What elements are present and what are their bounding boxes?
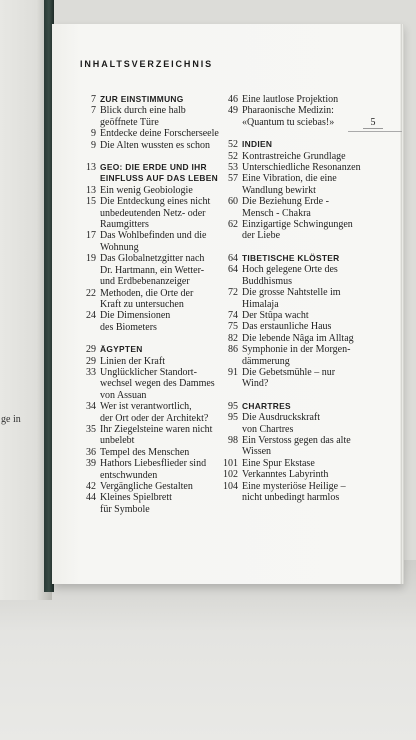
toc-entry — [74, 208, 234, 219]
toc-page-ref — [216, 356, 242, 367]
toc-section-heading — [74, 173, 234, 184]
toc-page-ref: 44 — [86, 492, 96, 504]
toc-spacer — [74, 333, 234, 344]
toc-entry — [74, 492, 234, 503]
toc-entry — [216, 162, 381, 173]
toc-entry-title: Raumgitters — [100, 219, 149, 231]
toc-entry-title: Die Gebetsmühle – nur — [242, 366, 336, 378]
toc-entry — [216, 321, 381, 332]
toc-entry-title: Die Entdeckung eines nicht — [100, 196, 211, 208]
toc-page-ref: 39 — [86, 458, 96, 470]
toc-entry — [74, 128, 234, 139]
toc-entry — [216, 219, 381, 230]
toc-page-ref: 35 — [86, 423, 96, 435]
toc-page-ref — [74, 208, 100, 219]
toc-entry-title: unbedeutenden Netz- oder — [100, 207, 206, 219]
toc-entry-title: Kleines Spielbrett — [100, 492, 172, 504]
toc-entry-title: Symphonie in der Morgen- — [242, 344, 351, 356]
toc-page-ref — [216, 378, 242, 389]
toc-entry-title: Entdecke deine Forscherseele — [100, 128, 219, 140]
toc-entry-title: Der Stûpa wacht — [242, 309, 309, 321]
toc-entry-title: nicht unbedingt harmlos — [242, 492, 340, 503]
toc-entry — [216, 94, 381, 105]
toc-entry — [216, 117, 381, 128]
toc-entry-title: Unglücklicher Standort- — [100, 366, 197, 378]
toc-section-heading — [74, 162, 234, 173]
toc-page-ref: 95 — [228, 400, 238, 412]
toc-entry-title: Einzigartige Schwingungen — [242, 219, 353, 231]
toc-section-heading — [216, 139, 381, 150]
toc-entry-title: Methoden, die Orte der — [100, 287, 194, 299]
toc-page-ref — [216, 208, 242, 219]
toc-spacer — [216, 390, 381, 401]
toc-entry-title: Das erstaunliche Haus — [242, 321, 332, 333]
toc-page-ref: 62 — [228, 219, 238, 231]
toc-page-ref: 24 — [86, 310, 96, 322]
toc-entry — [216, 173, 381, 184]
toc-page-ref: 104 — [223, 480, 238, 492]
toc-entry — [74, 185, 234, 196]
toc-page-ref — [74, 504, 100, 515]
toc-page-ref: 75 — [228, 321, 238, 333]
toc-entry — [216, 264, 381, 275]
toc-page-ref — [216, 185, 242, 196]
toc-page-ref: 52 — [228, 139, 238, 151]
toc-entry — [74, 299, 234, 310]
toc-entry-title: Die Beziehung Erde - — [242, 196, 329, 208]
toc-entry — [74, 219, 234, 230]
toc-entry-title: der Liebe — [242, 230, 281, 242]
toc-entry-title: Ein wenig Geobiologie — [100, 184, 193, 196]
toc-page-ref: 74 — [228, 309, 238, 321]
toc-entry-title: Unterschiedliche Resonanzen — [242, 162, 361, 174]
toc-page-ref: 15 — [86, 196, 96, 208]
toc-title: INHALTSVERZEICHNIS — [80, 59, 214, 69]
toc-entry — [216, 412, 381, 423]
toc-page-ref — [216, 276, 242, 287]
toc-page-ref: 17 — [86, 230, 96, 242]
toc-page-ref: 7 — [91, 94, 96, 105]
toc-entry — [74, 322, 234, 333]
toc-entry-title: Kontrastreiche Grundlage — [242, 150, 346, 162]
toc-entry-title: Die Alten wussten es schon — [100, 139, 210, 151]
toc-page-ref — [74, 173, 100, 184]
toc-spacer — [216, 242, 381, 253]
toc-page-ref: 82 — [228, 332, 238, 344]
toc-entry — [216, 287, 381, 298]
toc-entry-title: der Ort oder der Architekt? — [100, 412, 209, 424]
toc-entry — [74, 367, 234, 378]
toc-entry — [216, 367, 381, 378]
toc-entry — [74, 253, 234, 264]
toc-entry — [216, 469, 381, 480]
toc-page-ref: 72 — [228, 287, 238, 299]
toc-spacer — [74, 151, 234, 162]
toc-page-ref — [74, 117, 100, 128]
toc-page-ref — [216, 299, 242, 310]
toc-page-ref: 101 — [223, 457, 238, 469]
toc-page-ref — [74, 390, 100, 401]
toc-right-column — [216, 94, 381, 503]
toc-page-ref — [74, 265, 100, 276]
toc-entry — [74, 504, 234, 515]
toc-entry — [74, 390, 234, 401]
toc-entry — [74, 105, 234, 116]
toc-entry — [216, 185, 381, 196]
toc-entry-title: Hathors Liebesflieder sind — [100, 458, 207, 470]
toc-page-ref: 64 — [228, 264, 238, 276]
toc-section-heading — [74, 94, 234, 105]
toc-page-ref — [74, 470, 100, 481]
toc-section-heading — [74, 344, 234, 355]
table-surface — [0, 560, 416, 740]
toc-page-ref: 19 — [86, 253, 96, 265]
toc-entry-title: für Symbole — [100, 503, 150, 515]
toc-entry — [216, 276, 381, 287]
toc-page-ref: 34 — [86, 401, 96, 413]
toc-page-ref — [216, 492, 242, 503]
toc-entry-title: geöffnete Türe — [100, 116, 159, 128]
toc-entry — [74, 378, 234, 389]
toc-page-ref — [74, 413, 100, 424]
toc-page-ref: 86 — [228, 344, 238, 356]
toc-entry-title: Verkanntes Labyrinth — [242, 469, 329, 481]
left-page-text-fragment: ge in — [1, 414, 21, 425]
toc-entry-title: von Assuan — [100, 389, 147, 401]
toc-entry-title: Linien der Kraft — [100, 355, 165, 367]
toc-page-ref: 57 — [228, 173, 238, 185]
toc-entry — [216, 230, 381, 241]
toc-section-heading — [216, 253, 381, 264]
toc-page-ref: 13 — [86, 184, 96, 196]
toc-page-ref: 7 — [91, 105, 96, 117]
toc-entry-title: Eine mysteriöse Heilige – — [242, 480, 346, 492]
toc-entry — [74, 447, 234, 458]
toc-entry-title: ÄGYPTEN — [100, 344, 143, 355]
toc-page-ref: 46 — [228, 94, 238, 105]
toc-page-ref: 95 — [228, 412, 238, 424]
toc-entry — [74, 435, 234, 446]
toc-entry — [74, 424, 234, 435]
toc-entry — [216, 446, 381, 457]
toc-entry-title: Wind? — [242, 378, 269, 390]
toc-entry — [216, 333, 381, 344]
toc-entry-title: Ihr Ziegelsteine waren nicht — [100, 423, 213, 435]
toc-page-ref — [74, 322, 100, 333]
toc-entry-title: Eine Vibration, die eine — [242, 173, 337, 185]
toc-entry — [74, 310, 234, 321]
toc-page-ref: 53 — [228, 162, 238, 174]
toc-entry-title: Dr. Hartmann, ein Wetter- — [100, 264, 205, 276]
toc-entry-title: Das Wohlbefinden und die — [100, 230, 207, 242]
toc-entry — [216, 208, 381, 219]
toc-page-ref: 102 — [223, 469, 238, 481]
toc-page-ref: 91 — [228, 366, 238, 378]
toc-entry-title: «Quantum tu sciebas!» — [242, 116, 335, 128]
toc-page-ref: 29 — [86, 355, 96, 367]
toc-entry-title: Mensch - Chakra — [242, 207, 311, 219]
toc-entry-title: Hoch gelegene Orte des — [242, 264, 338, 276]
toc-entry — [74, 230, 234, 241]
toc-entry-title: ZUR EINSTIMMUNG — [100, 94, 184, 104]
toc-entry — [74, 481, 234, 492]
toc-entry-title: INDIEN — [242, 139, 273, 150]
toc-entry — [216, 378, 381, 389]
toc-entry-title: Die Dimensionen — [100, 310, 171, 322]
toc-entry-title: Himalaja — [242, 298, 279, 310]
toc-entry-title: Die grosse Nahtstelle im — [242, 287, 341, 299]
toc-page-ref — [74, 242, 100, 253]
toc-entry — [74, 401, 234, 412]
toc-entry — [216, 344, 381, 355]
toc-page-ref: 9 — [91, 128, 96, 140]
page-number: 5 — [363, 117, 383, 129]
toc-entry — [216, 105, 381, 116]
toc-page-ref — [74, 276, 100, 287]
toc-entry — [74, 140, 234, 151]
toc-page-ref: 49 — [228, 105, 238, 117]
toc-page-ref: 52 — [228, 150, 238, 162]
toc-entry-title: Eine Spur Ekstase — [242, 457, 315, 469]
toc-entry — [74, 242, 234, 253]
page-edges — [400, 24, 404, 584]
toc-entry — [216, 151, 381, 162]
toc-entry-title: Wissen — [242, 446, 272, 458]
toc-page-ref — [74, 219, 100, 230]
toc-page-ref — [216, 424, 242, 435]
toc-entry-title: Die lebende Nâga im Alltag — [242, 332, 354, 344]
toc-page-ref: 13 — [86, 162, 96, 174]
toc-entry — [216, 356, 381, 367]
toc-entry-title: Vergängliche Gestalten — [100, 481, 193, 492]
toc-entry-title: Tempel des Menschen — [100, 446, 190, 458]
toc-entry — [74, 117, 234, 128]
toc-entry — [74, 196, 234, 207]
toc-entry-title: dämmerung — [242, 355, 290, 367]
toc-entry-title: wechsel wegen des Dammes — [100, 378, 215, 390]
toc-page-ref — [74, 299, 100, 310]
toc-entry-title: und Erdbebenanzeiger — [100, 276, 190, 288]
toc-entry — [216, 458, 381, 469]
toc-entry — [74, 276, 234, 287]
toc-entry-title: unbelebt — [100, 435, 135, 447]
toc-entry-title: Kraft zu untersuchen — [100, 298, 184, 310]
toc-entry-title: entschwunden — [100, 469, 158, 481]
toc-entry — [74, 288, 234, 299]
toc-entry-title: EINFLUSS AUF DAS LEBEN — [100, 173, 218, 184]
toc-entry — [216, 310, 381, 321]
toc-entry-title: von Chartres — [242, 423, 294, 435]
toc-entry-title: Ein Verstoss gegen das alte — [242, 434, 351, 446]
toc-entry — [216, 196, 381, 207]
toc-page-ref — [74, 378, 100, 389]
toc-page-ref: 42 — [86, 481, 96, 492]
toc-entry-title: Eine lautlose Projektion — [242, 94, 339, 105]
toc-entry-title: Wohnung — [100, 241, 139, 253]
toc-entry-title: Die Ausdruckskraft — [242, 412, 321, 424]
toc-entry-title: Buddhismus — [242, 275, 293, 287]
toc-page-ref — [216, 230, 242, 241]
toc-entry — [216, 492, 381, 503]
toc-entry-title: GEO: DIE ERDE UND IHR — [100, 162, 207, 173]
toc-page-ref: 60 — [228, 196, 238, 208]
toc-page-ref — [216, 446, 242, 457]
toc-page-ref: 29 — [86, 344, 96, 356]
toc-entry — [74, 470, 234, 481]
toc-page-ref: 36 — [86, 446, 96, 458]
toc-left-column — [74, 94, 234, 515]
toc-entry-title: Wandlung bewirkt — [242, 184, 316, 196]
toc-entry-title: des Biometers — [100, 321, 157, 333]
toc-entry-title: Das Globalnetzgitter nach — [100, 253, 205, 265]
toc-page-ref — [74, 435, 100, 446]
toc-entry — [74, 265, 234, 276]
toc-entry-title: Pharaonische Medizin: — [242, 105, 334, 117]
toc-entry-title: CHARTRES — [242, 400, 291, 411]
toc-entry — [216, 435, 381, 446]
toc-page-ref — [216, 117, 242, 128]
toc-entry — [74, 458, 234, 469]
toc-page-ref: 33 — [86, 366, 96, 378]
toc-entry — [216, 299, 381, 310]
toc-entry-title: Blick durch eine halb — [100, 105, 186, 117]
toc-spacer — [216, 128, 381, 139]
toc-page-ref: 22 — [86, 287, 96, 299]
toc-page-ref: 9 — [91, 139, 96, 151]
toc-page-ref: 98 — [228, 434, 238, 446]
toc-entry-title: TIBETISCHE KLÖSTER — [242, 252, 340, 263]
toc-entry — [74, 356, 234, 367]
toc-entry — [74, 413, 234, 424]
toc-section-heading — [216, 401, 381, 412]
toc-entry-title: Wer ist verantwortlich, — [100, 401, 192, 413]
toc-entry — [216, 424, 381, 435]
toc-page-ref: 64 — [228, 252, 238, 264]
toc-entry — [216, 481, 381, 492]
